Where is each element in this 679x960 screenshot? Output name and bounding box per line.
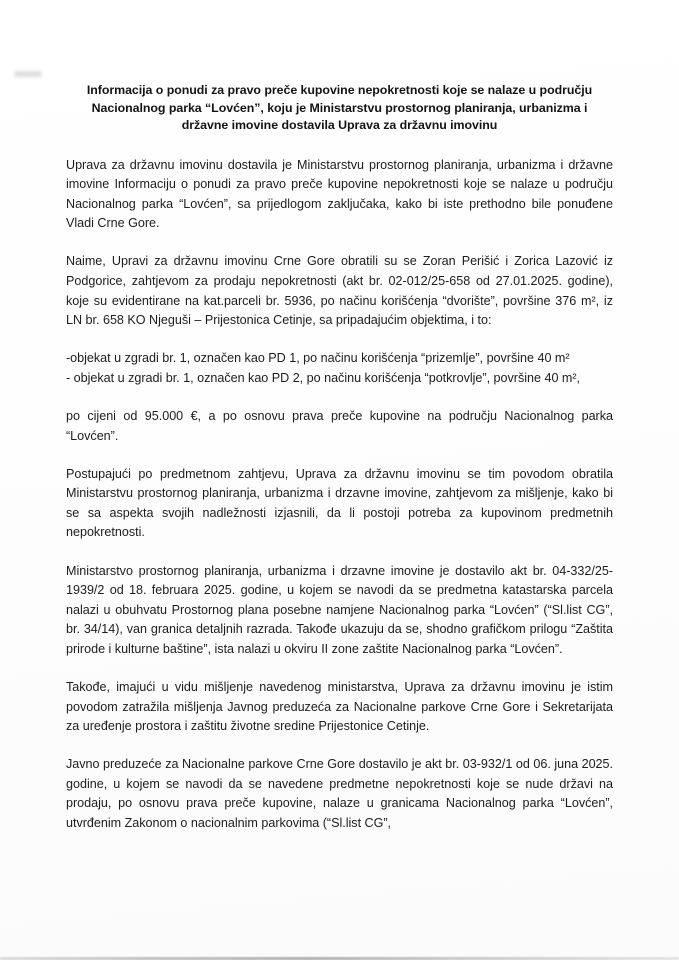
list-item-object-pd1: -objekat u zgradi br. 1, označen kao PD 1, po načinu korišćenja “prizemlje”, površine 40 m² — [66, 351, 570, 366]
paragraph-intro: Uprava za državnu imovinu dostavila je Ministarstvu prostornog planiranja, urbanizma i državne imovine Informaciju o ponudi za pravo preče kupovine nepokretnosti koje se nalaze u području Nacionalnog parka “Lovćen”, sa prijedlogom zaključaka, kako bi iste prethodno bile ponuđene Vladi Crne Gore. — [66, 157, 613, 231]
paragraph-further-opinions: Takođe, imajući u vidu mišljenje navedenog ministarstva, Uprava za državnu imovinu je istim povodom zatražila mišljenja Javnog preduzeća za Nacionalne parkove Crne Gore i Sekretarijata za uređenje prostora i zaštitu životne sredine Prijestonice Cetinje. — [66, 679, 613, 734]
paragraph-price: po cijeni od 95.000 €, a po osnovu prava preče kupovine na području Nacionalnog parka “Lovćen”. — [66, 408, 613, 443]
document-title: Informacija o ponudi za pravo preče kupovine nepokretnosti koje se nalaze u području Nacionalnog parka “Lovćen”, koju je Ministarstvu prostornog planiranja, urbanizma i državne imovine dostavila Uprava za državnu imovinu — [86, 83, 593, 132]
paragraph-procedure: Postupajući po predmetnom zahtjevu, Uprava za državnu imovinu se tim povodom obratila Ministarstvu prostornog planiranja, urbanizma i drzavne imovine, zahtjevom za mišljenje, kako bi se sa aspekta svojih nadležnosti izjasnili, da li postoji potreba za kupovinom predmetnih nepokretnosti. — [66, 466, 613, 540]
paragraph-national-parks-response: Javno preduzeće za Nacionalne parkove Crne Gore dostavilo je akt br. 03-932/1 od 06. juna 2025. godine, u kojem se navodi da se navedene predmetne nepokretnosti koje se nude državi na prodaju, po osnovu prava preče kupovine, nalaze u granicama Nacionalnog parka “Lovćen”, utvrđenim Zakonom o nacionalnim parkovima (“Sl.list CG”, — [66, 757, 613, 831]
scan-artifact-smudge — [14, 71, 42, 77]
document-body — [66, 156, 613, 834]
list-item-object-pd2: - objekat u zgradi br. 1, označen kao PD 2, po načinu korišćenja “potkrovlje”, površine 40 m², — [66, 370, 581, 385]
paragraph-ministry-response: Ministarstvo prostornog planiranja, urbanizma i drzavne imovine je dostavilo akt br. 04-332/25-1939/2 od 18. februara 2025. godine, u kojem se navodi da se predmetna katastarska parcela nalazi u obuhvatu Prostornog plana posebne namjene Nacionalnog parka “Lovćen” (“Sl.list CG”, br. 34/14), van granica detaljnih razrada. Takođe ukazuju da se, shodno grafičkom prilogu “Zaštita prirode i kulturne baštine”, ista nalazi u okviru II zone zaštite Nacionalnog parka “Lovćen”. — [66, 563, 613, 656]
document-content — [66, 82, 613, 834]
paragraph-request-details: Naime, Upravi za državnu imovinu Crne Gore obratili su se Zoran Perišić i Zorica Lazović iz Podgorice, zahtjevom za prodaju nepokretnosti (akt br. 02-012/25-658 od 27.01.2025. godine), koje su evidentirane na kat.parceli br. 5936, po načinu korišćenja “dvorište”, površine 376 m², iz LN br. 658 KO Njeguši – Prijestonica Cetinje, sa pripadajućim objektima, i to: — [66, 254, 613, 328]
